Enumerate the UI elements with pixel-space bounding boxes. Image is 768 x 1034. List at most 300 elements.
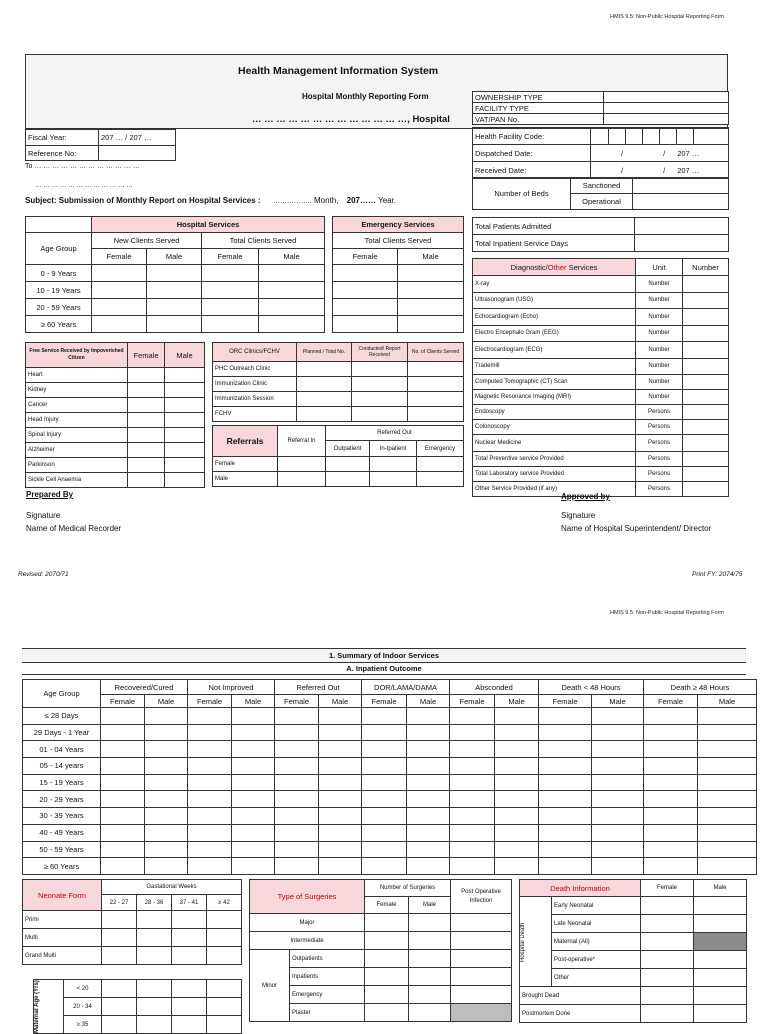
cell[interactable] xyxy=(539,708,592,725)
cell[interactable] xyxy=(407,758,450,775)
cell[interactable] xyxy=(641,951,694,969)
cell[interactable] xyxy=(407,858,450,875)
cell[interactable] xyxy=(495,791,539,808)
cell[interactable] xyxy=(147,282,202,299)
cell[interactable] xyxy=(450,741,495,758)
cell[interactable] xyxy=(145,708,188,725)
cell[interactable] xyxy=(365,986,409,1004)
cell[interactable] xyxy=(352,377,408,392)
cell[interactable] xyxy=(398,265,464,282)
cell[interactable] xyxy=(409,932,451,950)
cell[interactable] xyxy=(259,265,325,282)
cell[interactable] xyxy=(641,1005,694,1023)
cell[interactable] xyxy=(275,824,319,841)
cell[interactable] xyxy=(319,808,362,825)
cell[interactable] xyxy=(409,986,451,1004)
cell[interactable] xyxy=(188,741,232,758)
cell[interactable] xyxy=(495,774,539,791)
facility-type-field[interactable] xyxy=(604,103,729,114)
cell[interactable] xyxy=(319,858,362,875)
cell[interactable] xyxy=(333,299,398,316)
cell[interactable] xyxy=(365,914,409,932)
cell[interactable] xyxy=(319,841,362,858)
cell[interactable] xyxy=(128,458,165,473)
cell[interactable] xyxy=(362,841,407,858)
cell[interactable] xyxy=(450,858,495,875)
cell[interactable] xyxy=(698,741,757,758)
cell[interactable] xyxy=(407,808,450,825)
cell[interactable] xyxy=(202,299,259,316)
cell[interactable] xyxy=(362,858,407,875)
diagnostic-value[interactable] xyxy=(683,435,729,452)
code-digit[interactable] xyxy=(643,128,660,145)
cell[interactable] xyxy=(232,841,275,858)
cell[interactable] xyxy=(137,998,172,1016)
cell[interactable] xyxy=(539,824,592,841)
ownership-type-field[interactable] xyxy=(604,92,729,103)
cell[interactable] xyxy=(145,808,188,825)
cell[interactable] xyxy=(398,299,464,316)
cell[interactable] xyxy=(495,858,539,875)
cell[interactable] xyxy=(450,758,495,775)
code-digit[interactable] xyxy=(694,128,729,145)
diagnostic-value[interactable] xyxy=(683,309,729,326)
cell[interactable] xyxy=(145,741,188,758)
cell[interactable] xyxy=(365,1004,409,1022)
code-digit[interactable] xyxy=(609,128,626,145)
cell[interactable] xyxy=(641,915,694,933)
operational-field[interactable] xyxy=(633,194,729,210)
cell[interactable] xyxy=(644,824,698,841)
cell[interactable] xyxy=(539,808,592,825)
cell[interactable] xyxy=(137,980,172,998)
cell[interactable] xyxy=(694,915,747,933)
cell[interactable] xyxy=(319,708,362,725)
total-clients-header: Total Clients Served xyxy=(202,233,325,249)
cell[interactable] xyxy=(409,914,451,932)
cell[interactable] xyxy=(232,758,275,775)
code-digit[interactable] xyxy=(591,128,609,145)
cell[interactable] xyxy=(101,808,145,825)
cell[interactable] xyxy=(137,1016,172,1034)
diagnostic-value[interactable] xyxy=(683,276,729,293)
cell[interactable] xyxy=(188,708,232,725)
cell[interactable] xyxy=(417,457,464,472)
cell[interactable] xyxy=(259,299,325,316)
cell[interactable] xyxy=(694,1005,747,1023)
cell[interactable] xyxy=(165,368,205,383)
cell[interactable] xyxy=(319,741,362,758)
cell[interactable] xyxy=(165,428,205,443)
diagnostic-value[interactable] xyxy=(683,292,729,309)
cell[interactable] xyxy=(326,457,370,472)
cell[interactable] xyxy=(147,265,202,282)
cell[interactable] xyxy=(698,708,757,725)
cell[interactable] xyxy=(539,791,592,808)
cell[interactable] xyxy=(539,774,592,791)
cell[interactable] xyxy=(407,841,450,858)
cell[interactable] xyxy=(319,758,362,775)
cell[interactable] xyxy=(202,316,259,333)
cell[interactable] xyxy=(188,841,232,858)
cell[interactable] xyxy=(147,299,202,316)
orc-title: ORC Clinics/FCHV xyxy=(213,343,297,362)
cell[interactable] xyxy=(365,932,409,950)
cell[interactable] xyxy=(352,392,408,407)
diagnostic-value[interactable] xyxy=(683,325,729,342)
cell[interactable] xyxy=(128,368,165,383)
cell[interactable] xyxy=(92,265,147,282)
cell[interactable] xyxy=(128,398,165,413)
cell[interactable] xyxy=(137,947,172,965)
cell[interactable] xyxy=(495,808,539,825)
cell[interactable] xyxy=(698,791,757,808)
cell[interactable] xyxy=(539,741,592,758)
total-admitted-field[interactable] xyxy=(635,218,729,235)
cell[interactable] xyxy=(101,708,145,725)
cell[interactable] xyxy=(202,265,259,282)
cell[interactable] xyxy=(409,1004,451,1022)
cell[interactable] xyxy=(172,998,207,1016)
referrals-table xyxy=(212,425,464,487)
code-digit[interactable] xyxy=(677,128,694,145)
cell[interactable] xyxy=(644,708,698,725)
cell[interactable] xyxy=(145,724,188,741)
vat-pan-field[interactable] xyxy=(604,114,729,125)
cell[interactable] xyxy=(407,791,450,808)
cell[interactable] xyxy=(145,791,188,808)
diagnostic-value[interactable] xyxy=(683,375,729,390)
cell[interactable] xyxy=(172,980,207,998)
cell[interactable] xyxy=(319,824,362,841)
cell[interactable] xyxy=(592,824,644,841)
cell[interactable] xyxy=(539,724,592,741)
cell[interactable] xyxy=(232,741,275,758)
cell[interactable] xyxy=(370,457,417,472)
cell[interactable] xyxy=(92,316,147,333)
cell[interactable] xyxy=(592,724,644,741)
cell[interactable] xyxy=(172,929,207,947)
cell[interactable] xyxy=(362,741,407,758)
cell[interactable] xyxy=(165,413,205,428)
cell[interactable] xyxy=(698,841,757,858)
cell[interactable] xyxy=(319,791,362,808)
cell[interactable] xyxy=(698,774,757,791)
cell[interactable] xyxy=(319,724,362,741)
cell[interactable] xyxy=(644,758,698,775)
cell[interactable] xyxy=(698,758,757,775)
cell[interactable] xyxy=(275,758,319,775)
week-header: ≥ 42 xyxy=(207,895,242,911)
cell[interactable] xyxy=(592,791,644,808)
cell[interactable] xyxy=(407,741,450,758)
to-line-2[interactable]: … … … … … … … … … … … … xyxy=(35,182,133,189)
cell[interactable] xyxy=(297,377,352,392)
cell[interactable] xyxy=(362,758,407,775)
cell[interactable] xyxy=(362,708,407,725)
cell[interactable] xyxy=(592,741,644,758)
cell[interactable] xyxy=(326,472,370,487)
cell[interactable] xyxy=(641,987,694,1005)
cell[interactable] xyxy=(145,841,188,858)
cell[interactable] xyxy=(101,774,145,791)
cell[interactable] xyxy=(232,808,275,825)
cell[interactable] xyxy=(202,282,259,299)
cell[interactable] xyxy=(407,774,450,791)
cell[interactable] xyxy=(275,791,319,808)
diagnostic-value[interactable] xyxy=(683,482,729,497)
cell[interactable] xyxy=(207,998,242,1016)
cell[interactable] xyxy=(102,980,137,998)
cell[interactable] xyxy=(101,741,145,758)
cell[interactable] xyxy=(592,774,644,791)
dispatched-date-field[interactable] xyxy=(591,145,729,162)
cell[interactable] xyxy=(275,741,319,758)
cell[interactable] xyxy=(232,774,275,791)
cell[interactable] xyxy=(698,808,757,825)
unit-header: Unit xyxy=(636,259,683,276)
cell[interactable] xyxy=(275,774,319,791)
cell[interactable] xyxy=(128,428,165,443)
cell[interactable] xyxy=(495,724,539,741)
cell[interactable] xyxy=(145,858,188,875)
cell[interactable] xyxy=(370,472,417,487)
cell[interactable] xyxy=(641,969,694,987)
cell[interactable] xyxy=(539,758,592,775)
diagnostic-value[interactable] xyxy=(683,452,729,467)
cell[interactable] xyxy=(259,282,325,299)
cell[interactable] xyxy=(450,724,495,741)
cell[interactable] xyxy=(450,808,495,825)
cell[interactable] xyxy=(451,932,512,950)
cell[interactable] xyxy=(172,947,207,965)
cell[interactable] xyxy=(278,457,326,472)
cell[interactable] xyxy=(101,758,145,775)
cell[interactable] xyxy=(495,824,539,841)
cell[interactable] xyxy=(102,929,137,947)
cell[interactable] xyxy=(102,1016,137,1034)
cell[interactable] xyxy=(188,808,232,825)
cell[interactable] xyxy=(644,791,698,808)
cell[interactable] xyxy=(698,858,757,875)
system-title: Health Management Information System xyxy=(238,65,439,77)
received-date-field[interactable] xyxy=(591,162,729,179)
cell[interactable] xyxy=(398,282,464,299)
year-blank[interactable]: 207…… xyxy=(346,196,377,205)
cell[interactable] xyxy=(165,398,205,413)
cell[interactable] xyxy=(275,858,319,875)
cell[interactable] xyxy=(101,858,145,875)
cell[interactable] xyxy=(644,841,698,858)
cell[interactable] xyxy=(365,968,409,986)
cell[interactable] xyxy=(362,774,407,791)
cell[interactable] xyxy=(495,708,539,725)
cell[interactable] xyxy=(495,741,539,758)
cell[interactable] xyxy=(297,362,352,377)
cell[interactable] xyxy=(207,980,242,998)
cell[interactable] xyxy=(644,858,698,875)
cell[interactable] xyxy=(398,316,464,333)
cell[interactable] xyxy=(128,473,165,488)
cell[interactable] xyxy=(188,724,232,741)
cell[interactable] xyxy=(417,472,464,487)
cell[interactable] xyxy=(450,841,495,858)
to-line[interactable]: To … … … … … … … … … … … … xyxy=(25,163,140,170)
cell[interactable] xyxy=(451,986,512,1004)
cell[interactable] xyxy=(592,841,644,858)
cell[interactable] xyxy=(147,316,202,333)
cell[interactable] xyxy=(319,774,362,791)
cell[interactable] xyxy=(362,791,407,808)
cell[interactable] xyxy=(101,791,145,808)
cell[interactable] xyxy=(641,897,694,915)
cell[interactable] xyxy=(450,791,495,808)
female-header: Female xyxy=(101,695,145,708)
cell[interactable] xyxy=(128,413,165,428)
cell[interactable] xyxy=(188,858,232,875)
diagnostic-value[interactable] xyxy=(683,467,729,482)
cell[interactable] xyxy=(188,791,232,808)
cell[interactable] xyxy=(451,950,512,968)
cell[interactable] xyxy=(188,824,232,841)
cell[interactable] xyxy=(275,808,319,825)
cell[interactable] xyxy=(451,914,512,932)
cell[interactable] xyxy=(644,774,698,791)
cell[interactable] xyxy=(232,708,275,725)
cell[interactable] xyxy=(128,383,165,398)
cell[interactable] xyxy=(407,824,450,841)
cell[interactable] xyxy=(352,407,408,422)
cell[interactable] xyxy=(92,282,147,299)
cell[interactable] xyxy=(102,998,137,1016)
cell[interactable] xyxy=(101,841,145,858)
cell[interactable] xyxy=(408,392,464,407)
cell[interactable] xyxy=(694,987,747,1005)
cell[interactable] xyxy=(232,791,275,808)
cell[interactable] xyxy=(275,708,319,725)
cell[interactable] xyxy=(450,774,495,791)
cell[interactable] xyxy=(592,808,644,825)
cell[interactable] xyxy=(102,911,137,929)
cell[interactable] xyxy=(592,708,644,725)
cell[interactable] xyxy=(207,911,242,929)
code-digit[interactable] xyxy=(626,128,643,145)
cell[interactable] xyxy=(641,933,694,951)
month-blank[interactable]: …………….. xyxy=(272,198,312,205)
diagnostic-value[interactable] xyxy=(683,358,729,375)
cell[interactable] xyxy=(644,741,698,758)
cell[interactable] xyxy=(172,911,207,929)
cell[interactable] xyxy=(101,824,145,841)
code-digit[interactable] xyxy=(660,128,677,145)
cell[interactable] xyxy=(694,969,747,987)
reference-field[interactable] xyxy=(99,146,176,161)
cell[interactable] xyxy=(232,824,275,841)
cell[interactable] xyxy=(362,808,407,825)
cell[interactable] xyxy=(409,968,451,986)
cell[interactable] xyxy=(101,724,145,741)
diagnostic-value[interactable] xyxy=(683,405,729,420)
cell[interactable] xyxy=(259,316,325,333)
cell[interactable] xyxy=(207,1016,242,1034)
cell[interactable] xyxy=(644,724,698,741)
cell[interactable] xyxy=(165,473,205,488)
cell[interactable] xyxy=(694,897,747,915)
cell[interactable] xyxy=(137,911,172,929)
cell[interactable] xyxy=(451,968,512,986)
cell[interactable] xyxy=(362,724,407,741)
total-inpatient-days-field[interactable] xyxy=(635,235,729,252)
cell[interactable] xyxy=(644,808,698,825)
cell[interactable] xyxy=(495,758,539,775)
cell[interactable] xyxy=(407,724,450,741)
cell[interactable] xyxy=(128,443,165,458)
diagnostic-value[interactable] xyxy=(683,390,729,405)
cell[interactable] xyxy=(694,951,747,969)
cell[interactable] xyxy=(145,774,188,791)
cell[interactable] xyxy=(92,299,147,316)
cell[interactable] xyxy=(450,824,495,841)
cell[interactable] xyxy=(297,392,352,407)
cell[interactable] xyxy=(278,472,326,487)
cell[interactable] xyxy=(408,377,464,392)
cell[interactable] xyxy=(539,841,592,858)
cell[interactable] xyxy=(102,947,137,965)
cell[interactable] xyxy=(275,841,319,858)
hospital-name-line[interactable]: … … … … … … … … … … … … …, Hospital xyxy=(252,114,450,125)
cell[interactable] xyxy=(408,407,464,422)
fiscal-year-field[interactable]: 207 … / 207 … xyxy=(99,130,176,146)
cell[interactable] xyxy=(165,458,205,473)
cell[interactable] xyxy=(165,443,205,458)
cell[interactable] xyxy=(137,929,172,947)
cell[interactable] xyxy=(297,407,352,422)
cell[interactable] xyxy=(232,724,275,741)
cell[interactable] xyxy=(698,724,757,741)
cell[interactable] xyxy=(165,383,205,398)
diagnostic-value[interactable] xyxy=(683,342,729,359)
cell[interactable] xyxy=(145,758,188,775)
cell[interactable] xyxy=(188,774,232,791)
cell[interactable] xyxy=(188,758,232,775)
diagnostic-value[interactable] xyxy=(683,420,729,435)
cell[interactable] xyxy=(145,824,188,841)
cell[interactable] xyxy=(333,265,398,282)
cell[interactable] xyxy=(408,362,464,377)
cell[interactable] xyxy=(450,708,495,725)
emergency-services-table xyxy=(332,216,464,333)
cell[interactable] xyxy=(407,708,450,725)
sanctioned-field[interactable] xyxy=(633,178,729,194)
cell[interactable] xyxy=(172,1016,207,1034)
cell[interactable] xyxy=(495,841,539,858)
cell[interactable] xyxy=(365,950,409,968)
cell[interactable] xyxy=(592,858,644,875)
cell[interactable] xyxy=(232,858,275,875)
cell[interactable] xyxy=(333,316,398,333)
cell[interactable] xyxy=(207,929,242,947)
diagnostic-unit: Number xyxy=(636,342,683,359)
cell[interactable] xyxy=(275,724,319,741)
cell[interactable] xyxy=(333,282,398,299)
cell[interactable] xyxy=(352,362,408,377)
cell[interactable] xyxy=(539,858,592,875)
cell[interactable] xyxy=(207,947,242,965)
cell[interactable] xyxy=(409,950,451,968)
cell[interactable] xyxy=(698,824,757,841)
cell[interactable] xyxy=(362,824,407,841)
cell[interactable] xyxy=(592,758,644,775)
